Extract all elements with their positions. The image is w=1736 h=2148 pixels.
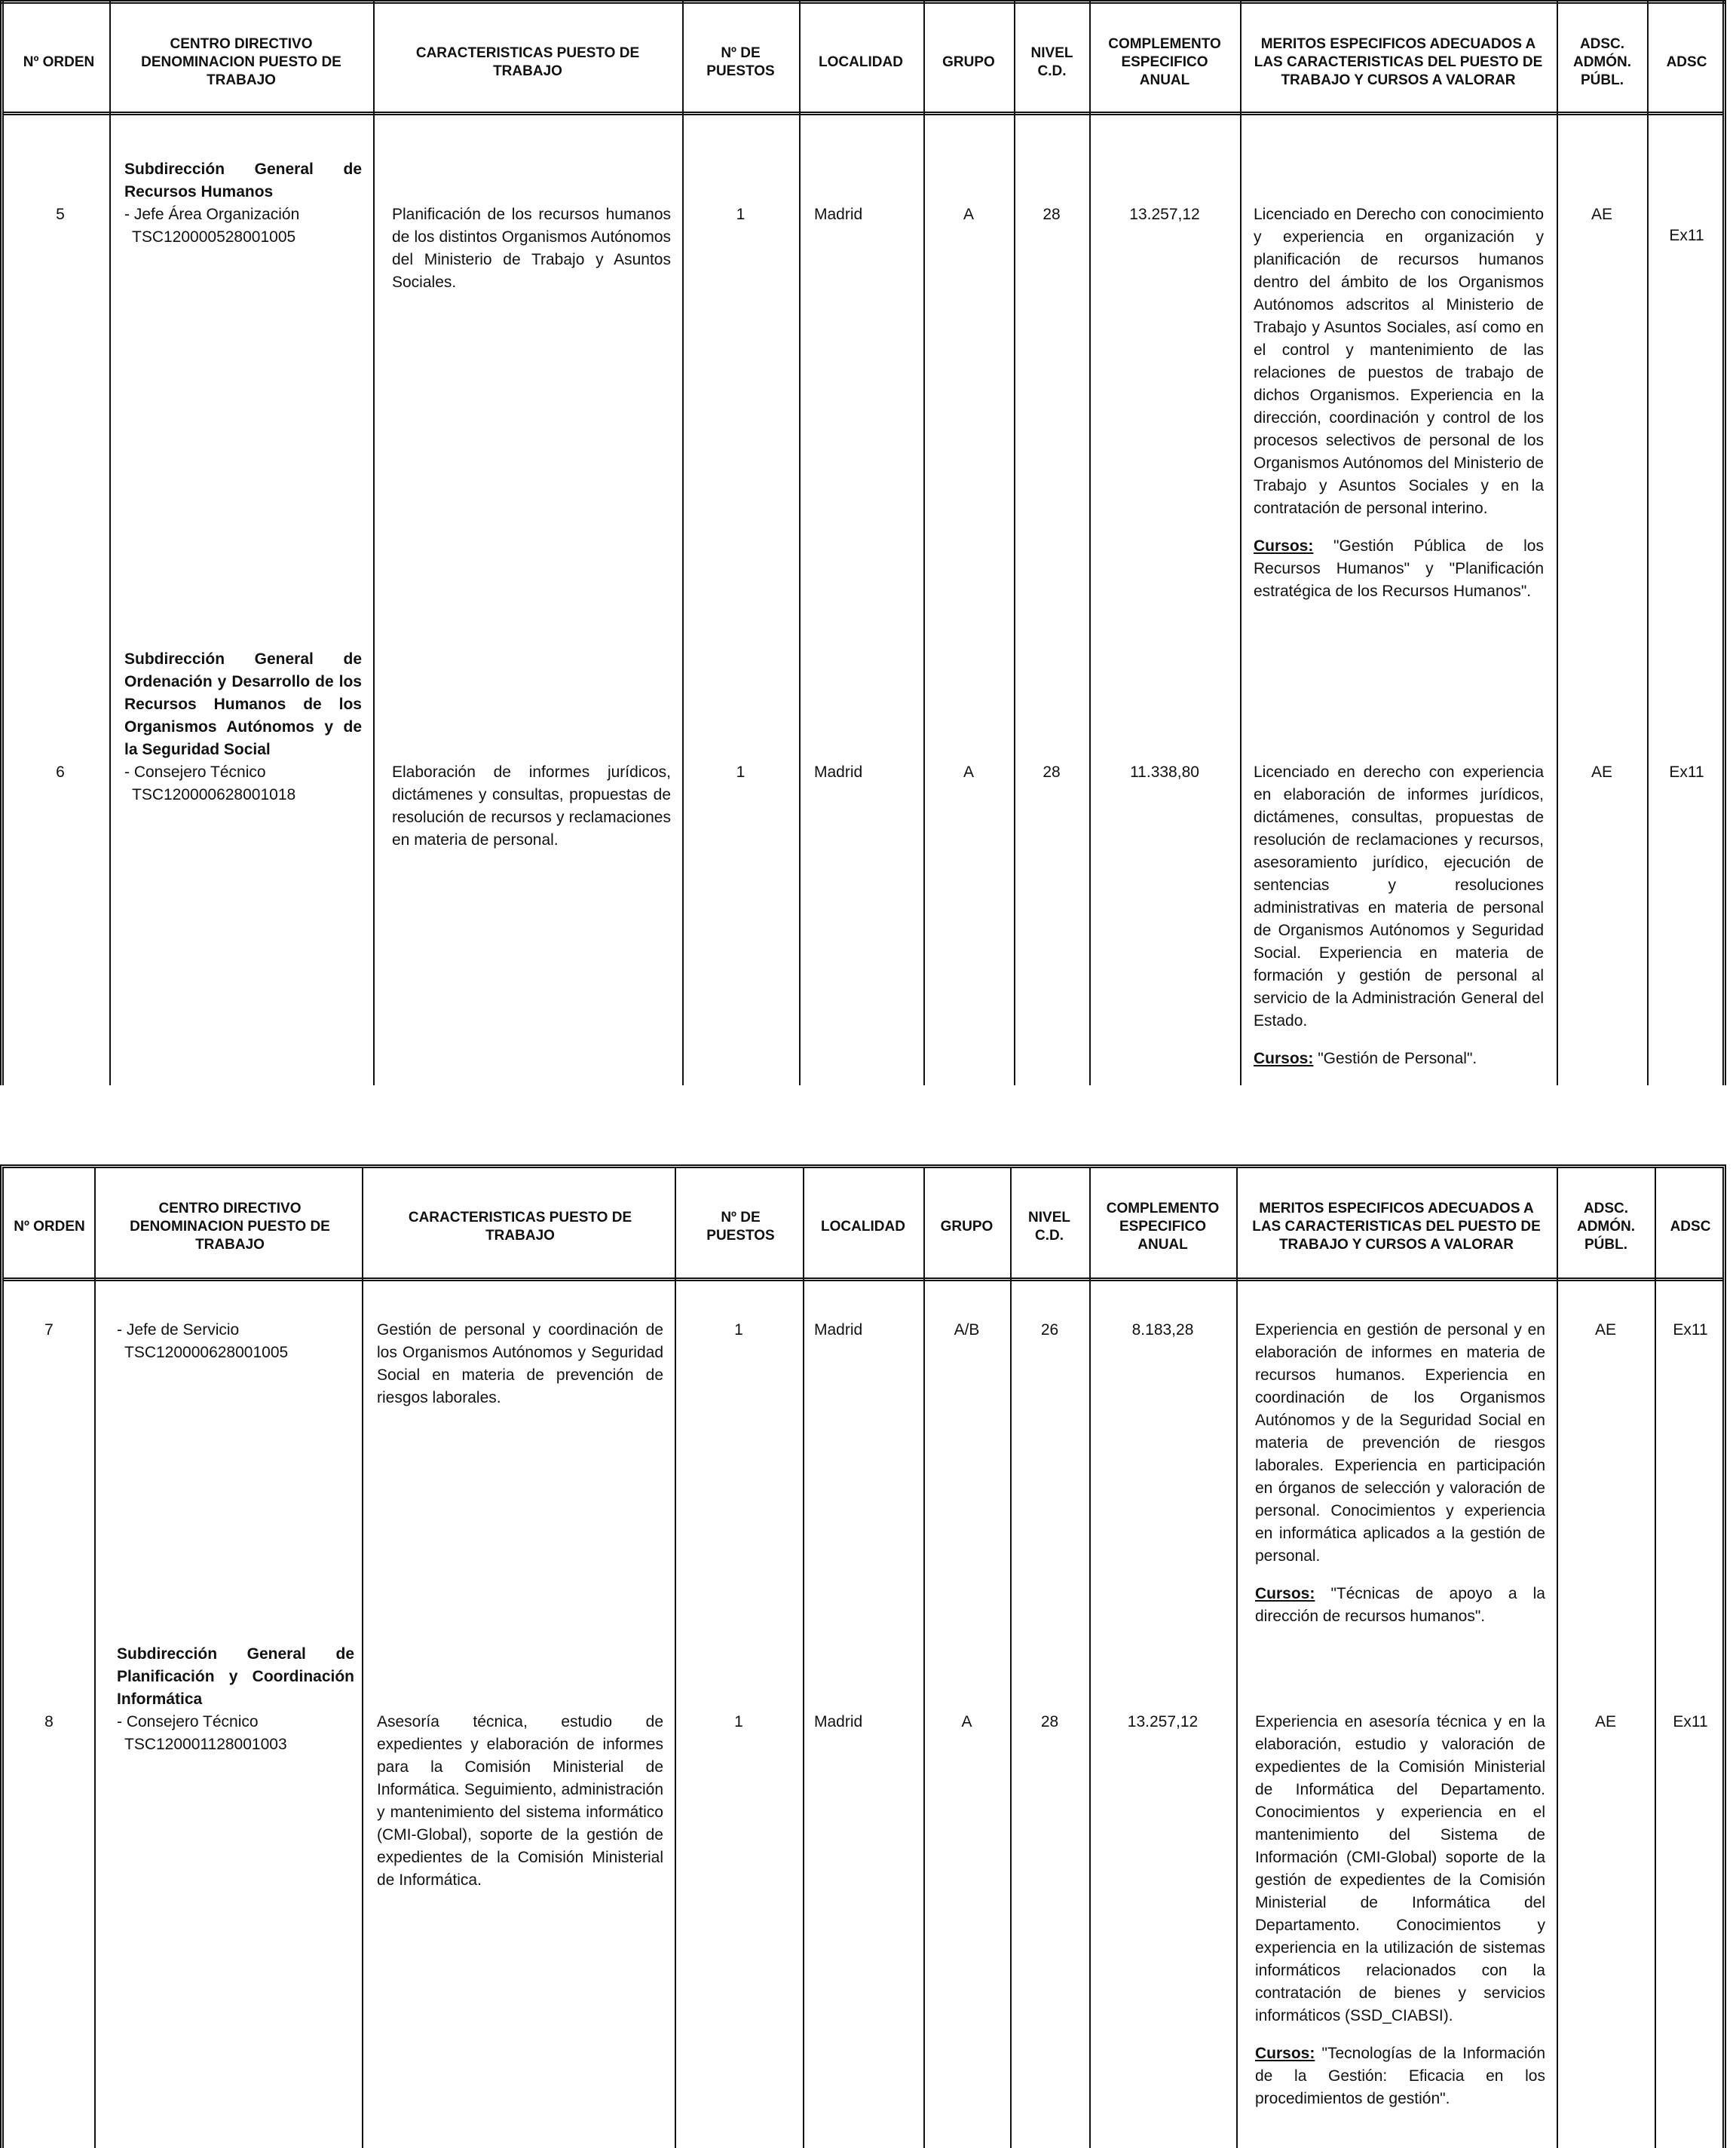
row-orden: 6: [56, 763, 65, 781]
header-puestos: Nº DE PUESTOS: [706, 1209, 775, 1244]
row-puestos: 1: [734, 1713, 743, 1730]
row-caracteristicas: Elaboración de informes jurídicos, dictámenes y consultas, propuestas de resolución de recursos y reclamaciones en materia de personal.: [392, 763, 671, 849]
row-puestos: 1: [734, 1321, 743, 1339]
row-puestos: 1: [736, 763, 746, 781]
row-adsc-admon: AE: [1594, 1321, 1616, 1339]
row-nivel: 26: [1040, 1321, 1059, 1339]
row-orden: 5: [56, 206, 65, 223]
cursos-label: Cursos:: [1254, 537, 1314, 555]
row-grupo: A/B: [954, 1321, 980, 1339]
puesto: - Consejero Técnico: [117, 1713, 259, 1730]
row-localidad: Madrid: [814, 763, 863, 781]
subdireccion: Subdirección General de Recursos Humanos: [124, 161, 362, 200]
col-divider: [1014, 0, 1015, 1085]
col-divider: [109, 0, 111, 1085]
row-nivel: 28: [1043, 206, 1061, 223]
meritos-text: Licenciado en Derecho con conocimiento y experiencia en organización y planificación de recursos humanos dentro del ámbito de los Organismos Autónomos adscritos al Ministerio de Trabajo y Asuntos Sociales, así como en el control y mantenimiento de las relaciones de puestos de trabajo de dichos Organismos. Experiencia en la dirección, coordinación y control de los procesos selectivos de personal de los Organismos Autónomos del Ministerio de Trabajo y Asuntos Sociales y en la contratación de personal interino.: [1254, 206, 1544, 517]
header-centro: CENTRO DIRECTIVO DENOMINACION PUESTO DE TRABAJO: [141, 35, 341, 88]
row-nivel: 28: [1040, 1713, 1059, 1730]
row-grupo: A: [963, 206, 974, 223]
header-grupo: GRUPO: [942, 54, 995, 70]
header-divider: [4, 112, 1722, 115]
cursos-text: "Técnicas de apoyo a la dirección de recursos humanos".: [1255, 1585, 1545, 1625]
row-adsc: Ex11: [1669, 227, 1704, 244]
row-centro: [124, 158, 362, 249]
col-divider: [1557, 1168, 1558, 2148]
puesto: - Jefe de Servicio: [117, 1321, 240, 1339]
codigo: TSC120001128001003: [124, 1736, 287, 1753]
subdireccion: Subdirección General de Planificación y Coordinación Informática: [117, 1645, 354, 1708]
row-nivel: 28: [1043, 763, 1061, 781]
table-2: [0, 1164, 1726, 2148]
header-orden: Nº ORDEN: [14, 1218, 85, 1235]
col-divider: [1089, 1168, 1091, 2148]
header-meritos: MERITOS ESPECIFICOS ADECUADOS A LAS CARACTERISTICAS DEL PUESTO DE TRABAJO Y CURSOS A VALORAR: [1254, 35, 1543, 88]
row-grupo: A: [963, 763, 974, 781]
row-caracteristicas: Asesoría técnica, estudio de expedientes y elaboración de informes para la Comisión Ministerial de Informática. Seguimiento, administración y mantenimiento del sistema informático (CMI-Global), soporte de la gestión de expedientes de la Comisión Ministerial de Informática.: [377, 1713, 663, 1889]
row-grupo: A: [961, 1713, 972, 1730]
row-centro: [117, 1319, 354, 1364]
subdireccion: Subdirección General de Ordenación y Desarrollo de los Recursos Humanos de los Organismos Autónomos y de la Seguridad Social: [124, 650, 362, 758]
col-divider: [1010, 1168, 1012, 2148]
meritos-text: Licenciado en derecho con experiencia en elaboración de informes jurídicos, dictámenes, consultas, propuestas de resolución de reclamaciones y recursos, asesoramiento jurídico, ejecución de sentencias y resoluciones administrativas en materia de personal de Organismos Autónomos y Seguridad Social. Experiencia en materia de formación y gestión de personal al servicio de la Administración General del Estado.: [1254, 763, 1544, 1030]
row-meritos: [1254, 203, 1544, 603]
col-divider: [803, 1168, 804, 2148]
col-divider: [1647, 0, 1649, 1085]
row-adsc-admon: AE: [1594, 1713, 1616, 1730]
row-complemento: 13.257,12: [1127, 1713, 1199, 1730]
row-adsc: Ex11: [1673, 1713, 1708, 1730]
meritos-text: Experiencia en gestión de personal y en elaboración de informes en materia de recursos humanos. Experiencia en coordinación de los Organismos Autónomos y de la Seguridad Social en materia de prevención de riesgos laborales. Experiencia en participación en órganos de selección y valoración de personal. Conocimientos y experiencia en informática aplicados a la gestión de personal.: [1255, 1321, 1545, 1565]
header-adsc-admon: ADSC. ADMÓN. PÚBL.: [1572, 35, 1632, 88]
header-caracteristicas: CARACTERISTICAS PUESTO DE TRABAJO: [408, 1209, 632, 1244]
row-meritos: [1254, 761, 1544, 1070]
col-divider: [1240, 0, 1242, 1085]
col-divider: [1236, 1168, 1238, 2148]
row-adsc: Ex11: [1673, 1321, 1708, 1339]
header-adsc-admon: ADSC. ADMÓN. PÚBL.: [1576, 1200, 1636, 1253]
col-divider: [675, 1168, 676, 2148]
col-divider: [923, 1168, 925, 2148]
codigo: TSC120000628001005: [124, 1344, 289, 1361]
header-meritos: MERITOS ESPECIFICOS ADECUADOS A LAS CARACTERISTICAS DEL PUESTO DE TRABAJO Y CURSOS A VALORAR: [1252, 1200, 1541, 1253]
header-adsc: ADSC: [1666, 54, 1707, 70]
row-complemento: 13.257,12: [1129, 206, 1200, 223]
header-nivel: NIVEL C.D.: [1030, 44, 1073, 79]
table-1-top-border: [0, 0, 1726, 4]
meritos-text: Experiencia en asesoría técnica y en la elaboración, estudio y valoración de expedientes de la Comisión Ministerial de Informática del Departamento. Conocimientos y experiencia en el mantenimiento del Sistema de Información (CMI-Global) soporte de la gestión de expedientes de la Comisión Ministerial de Informática del Departamento. Conocimientos y experiencia en la utilización de sistemas informáticos relacionados con la contratación de bienes y servicios informáticos (SSD_CIABSI).: [1255, 1713, 1545, 2024]
codigo: TSC120000528001005: [132, 228, 296, 246]
row-caracteristicas: Planificación de los recursos humanos de los distintos Organismos Autónomos del Ministerio de Trabajo y Asuntos Sociales.: [392, 206, 671, 291]
cursos-label: Cursos:: [1255, 1585, 1315, 1602]
col-divider: [373, 0, 375, 1085]
col-divider: [923, 0, 925, 1085]
header-complemento: COMPLEMENTO ESPECIFICO ANUAL: [1106, 1200, 1220, 1253]
col-divider: [1089, 0, 1091, 1085]
header-centro: CENTRO DIRECTIVO DENOMINACION PUESTO DE TRABAJO: [130, 1200, 330, 1253]
puesto: - Jefe Área Organización: [124, 206, 300, 223]
cursos-text: "Tecnologías de la Información de la Gestión: Eficacia en los procedimientos de gestión".: [1255, 2045, 1545, 2107]
header-localidad: LOCALIDAD: [819, 54, 903, 70]
header-adsc: ADSC: [1670, 1218, 1711, 1235]
header-grupo: GRUPO: [940, 1218, 994, 1235]
header-orden: Nº ORDEN: [23, 54, 95, 70]
col-divider: [1655, 1168, 1656, 2148]
row-caracteristicas: Gestión de personal y coordinación de los Organismos Autónomos y Seguridad Social en materia de prevención de riesgos laborales.: [377, 1321, 663, 1406]
header-divider: [4, 1277, 1722, 1281]
cursos-label: Cursos:: [1254, 1050, 1314, 1067]
row-adsc-admon: AE: [1591, 206, 1612, 223]
header-localidad: LOCALIDAD: [821, 1218, 905, 1235]
puesto: - Consejero Técnico: [124, 763, 266, 781]
header-nivel: NIVEL C.D.: [1028, 1209, 1070, 1244]
col-divider: [682, 0, 684, 1085]
header-complemento: COMPLEMENTO ESPECIFICO ANUAL: [1108, 35, 1221, 88]
cursos-text: "Gestión de Personal".: [1318, 1050, 1477, 1067]
col-divider: [799, 0, 801, 1085]
row-localidad: Madrid: [814, 1321, 863, 1339]
col-divider: [94, 1168, 96, 2148]
row-adsc: Ex11: [1669, 763, 1704, 781]
row-puestos: 1: [736, 206, 746, 223]
col-divider: [362, 1168, 363, 2148]
row-localidad: Madrid: [814, 206, 863, 223]
col-divider: [1557, 0, 1558, 1085]
row-centro: [124, 648, 362, 806]
codigo: TSC120000628001018: [132, 786, 296, 803]
row-orden: 7: [44, 1321, 54, 1339]
row-centro: [117, 1643, 354, 1756]
row-meritos: [1255, 1711, 1545, 2110]
header-puestos: Nº DE PUESTOS: [706, 44, 775, 79]
row-meritos: [1255, 1319, 1545, 1628]
row-complemento: 11.338,80: [1130, 763, 1199, 781]
cursos-text: "Gestión Pública de los Recursos Humanos" y "Planificación estratégica de los Recursos Humanos".: [1254, 537, 1544, 600]
row-adsc-admon: AE: [1591, 763, 1612, 781]
row-complemento: 8.183,28: [1131, 1321, 1194, 1339]
row-localidad: Madrid: [814, 1713, 863, 1730]
cursos-label: Cursos:: [1255, 2045, 1315, 2062]
header-caracteristicas: CARACTERISTICAS PUESTO DE TRABAJO: [415, 44, 640, 79]
row-orden: 8: [44, 1713, 54, 1730]
